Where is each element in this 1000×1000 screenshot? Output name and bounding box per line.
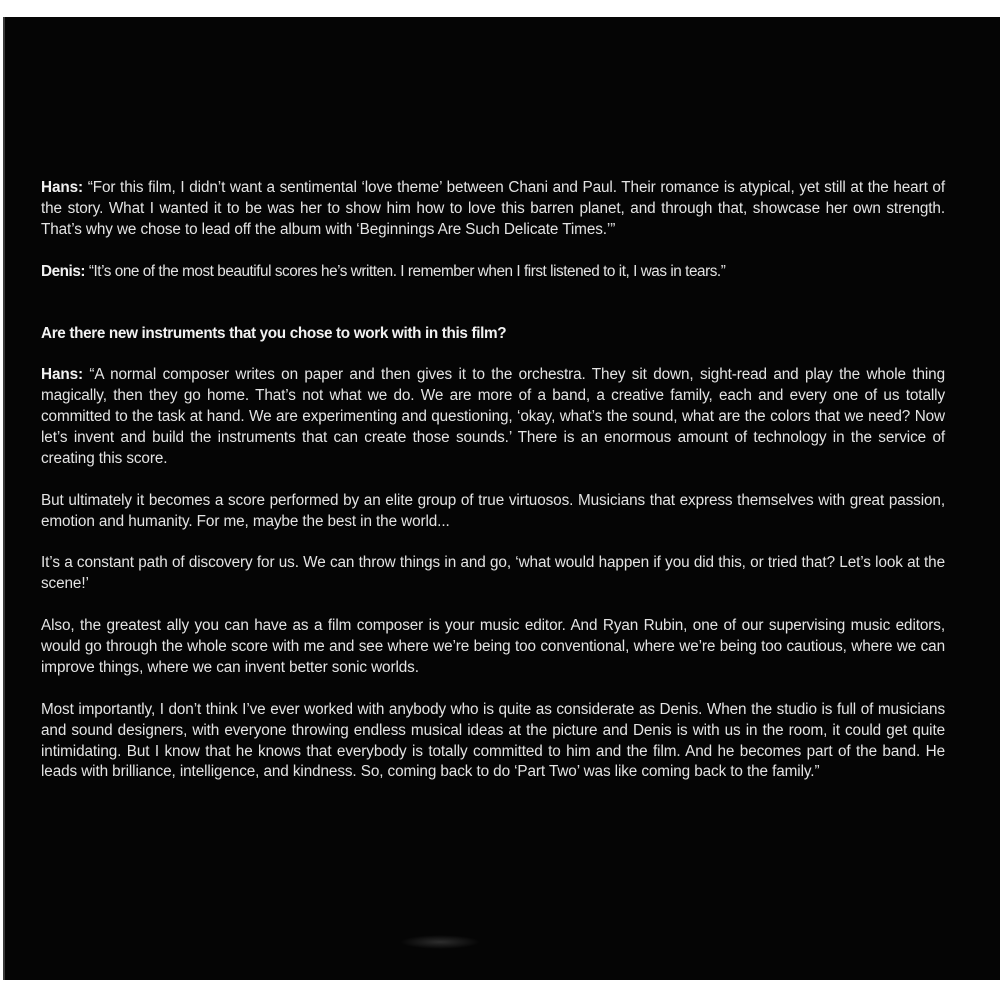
hans-love-theme-paragraph bbox=[41, 178, 945, 241]
quote-text: “A normal composer writes on paper and then gives it to the orchestra. They sit down, sight-read and play the whole thing magically, then they go home. That’s not what we do. We are more of a band, a creative family, each and every one of us totally committed to the task at hand. We are experimenting and questioning, ‘okay, what’s the sound, what are the colors that we need? Now let’s invent and build the instruments that can create those sounds.’ There is an enormous amount of technology in the service of creating this score. bbox=[41, 366, 945, 467]
interview-question: Are there new instruments that you chose to work with in this film? bbox=[41, 324, 507, 342]
hans-answer-paragraph-5: Most importantly, I don’t think I’ve ever worked with anybody who is quite as considerate as Denis. When the studio is full of musicians and sound designers, with everyone throwing endless musical ideas at the picture and Denis is with us in the room, it could get quite intimidating. But I know that he knows that everybody is totally committed to him and the film. And he becomes part of the band. He leads with brilliance, intelligence, and kindness. So, coming back to do ‘Part Two’ was like coming back to the family.” bbox=[41, 700, 945, 781]
hans-answer-paragraph-3: It’s a constant path of discovery for us. We can throw things in and go, ‘what would happen if you did this, or tried that? Let’s look at the scene!’ bbox=[41, 554, 945, 593]
booklet-page bbox=[3, 17, 1000, 980]
speaker-label: Denis: bbox=[41, 262, 86, 280]
interview-text bbox=[41, 178, 945, 804]
denis-tears-paragraph bbox=[41, 262, 945, 283]
hans-answer-paragraph-4: Also, the greatest ally you can have as a film composer is your music editor. And Ryan Rubin, one of our supervising music editors, would go through the whole score with me and see where we’re being too conventional, where we’re being too cautious, where we can improve things, where we can invent better sonic worlds. bbox=[41, 617, 945, 676]
quote-text: “It’s one of the most beautiful scores he’s written. I remember when I first listened to it, I was in tears.” bbox=[85, 262, 726, 280]
scan-smudge bbox=[400, 935, 480, 949]
hans-answer-paragraph-1 bbox=[41, 365, 945, 470]
speaker-label: Hans: bbox=[41, 366, 83, 384]
quote-text: “For this film, I didn’t want a sentimental ‘love theme’ between Chani and Paul. Their romance is atypical, yet still at the heart of the story. What I wanted it to be was her to show him how to love this barren planet, and through that, showcase her own strength. That’s why we chose to lead off the album with ‘Beginnings Are Such Delicate Times.’” bbox=[41, 179, 945, 238]
hans-answer-paragraph-2: But ultimately it becomes a score performed by an elite group of true virtuosos. Musicians that express themselves with great passion, emotion and humanity. For me, maybe the best in the world... bbox=[41, 491, 945, 530]
speaker-label: Hans: bbox=[41, 179, 83, 196]
